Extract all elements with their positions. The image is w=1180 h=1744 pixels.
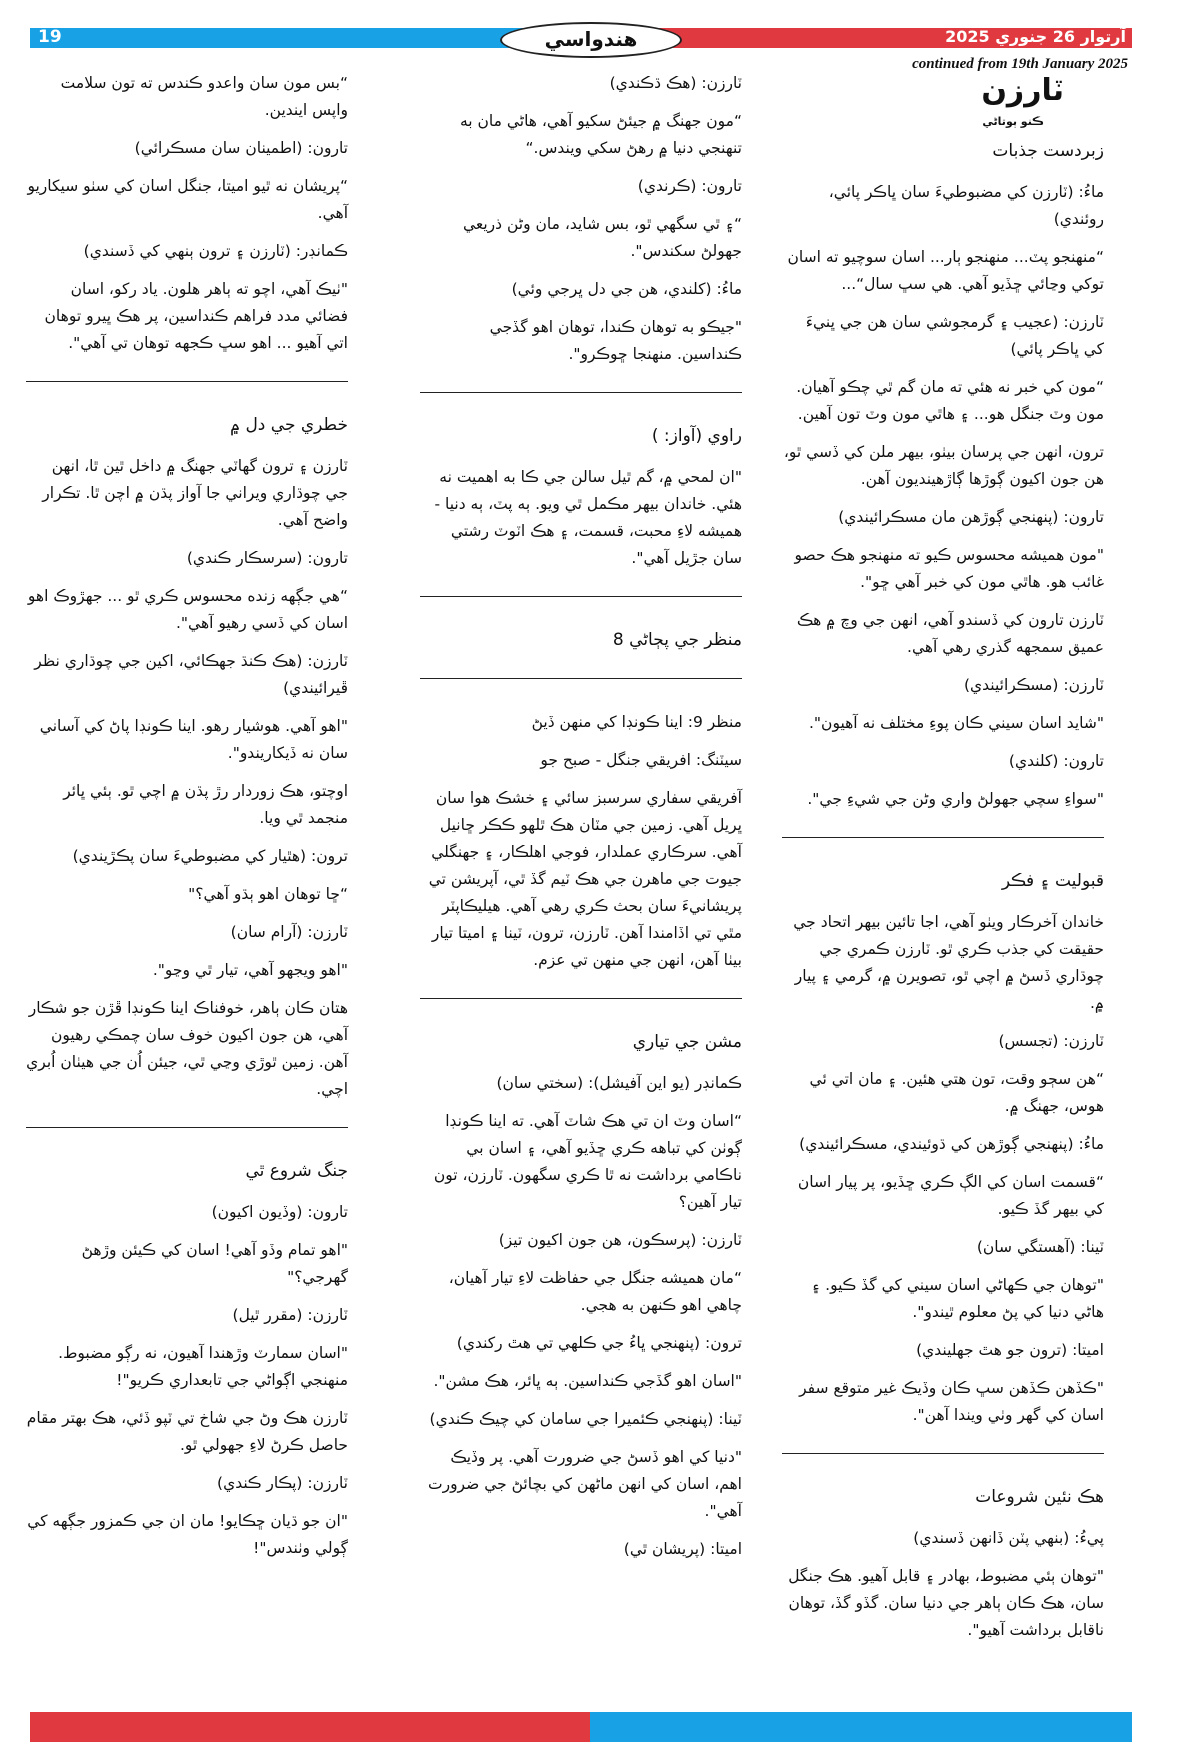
paragraph: ڪمانڊر: (ٽارزن ۽ ترون ٻنهي کي ڏسندي) [83,242,348,260]
article-byline: ڪنو ٻوتاڻي [982,115,1044,128]
paragraph: آفريقي سفاري سرسبز سائي ۽ خشڪ هوا سان ڀريل آهي. زمين جي مٽان هڪ ٿلهو ڪڪر ڇانيل آهي. سرڪاري عملدار، فوجي اهلڪار، ۽ جهنگلي جيوت جي ماهرن جي هڪ ٽيم گڏ ٿي، آپريشن تي پريشانيءَ سان بحث ڪري رهي آهي. هيليڪاپٽر مٿي تي اڏامندا آهن. ٽارزن، ترون، ٽينا ۽ اميتا تيار بيٺا آهن، انهن جي منهن تي عزم. [428,789,742,969]
paragraph: ٽارزن: (عجيب ۽ گرمجوشي سان هن جي ڀنيءَ کي ڀاڪر پائي) [805,313,1104,358]
paragraph: تارون: (پنهنجي ڳوڙهن مان مسڪرائيندي) [838,508,1104,526]
paragraph: “هن سڄو وقت، تون هتي هئين. ۽ مان اتي ئي هوس، جهنگ ۾. [809,1070,1104,1115]
paragraph: ٽارزن: (پرسڪون، هن جون اکيون تيز) [498,1231,742,1249]
paragraph: اميتا: (پريشان ٿي) [623,1540,742,1558]
paragraph: ماءُ: (کلندي، هن جي دل ڀرجي وئي) [511,280,742,298]
paragraph: ماءُ: (ٽارزن کي مضبوطيءَ سان ڀاڪر پائي، روئندي) [828,183,1104,228]
paragraph: "ٺيڪ آهي، اچو ته ٻاهر هلون. ياد رکو، اسان فضائي مدد فراهم ڪنداسين، پر هڪ ڀيرو توهان اتي آهيو ... اهو سڀ ڪجهه توهان تي آهي". [44,280,348,352]
paragraph: تارون: (سرسڪار ڪندي) [186,549,348,567]
paragraph: ٽارزن: (هڪ ڌڪندي) [609,74,742,92]
section-divider [420,392,742,393]
paragraph: "اسان سمارٽ وڙهندا آهيون، نه رڳو مضبوط. منهنجي اڳواڻي جي تابعداري ڪريو"! [58,1344,348,1389]
paragraph: “مان هميشه جنگل جي حفاظت لاءِ تيار آهيان، چاهي اهو ڪنهن به هجي. [448,1269,742,1314]
paragraph: "مون هميشه محسوس ڪيو ته منهنجو هڪ حصو غائب هو. هاٿي مون کي خبر آهي ڇو". [794,546,1104,591]
paragraph: “قسمت اسان کي الڳ ڪري ڇڏيو، پر پيار اسان کي بيهر گڏ ڪيو. [797,1173,1104,1218]
paragraph: خاندان آخرڪار ويٺو آهي، اجا تائين بيهر اتحاد جي حقيقت کي جذب ڪري ٿو. ٽارزن ڪمري جي چوڌاري ڏسڻ ۾ اچي ٿو، تصويرن ۾، گرمي ۽ پيار ۾. [793,913,1104,1012]
paragraph: ٽارزن هڪ وڻ جي شاخ تي ٽپو ڏئي، هڪ بهتر مقام حاصل ڪرڻ لاءِ جهولي ٿو. [26,1409,348,1454]
paragraph: ترون: (پنهنجي ڀاءُ جي ڪلهي تي هٿ رکندي) [456,1334,742,1352]
paragraph: "جيڪو به توهان ڪندا، توهان اهو گڏجي ڪنداسين. منهنجا ڇوڪرو". [489,318,742,363]
paragraph: ترون: (هٿيار کي مضبوطيءَ سان پڪڙيندي) [72,847,348,865]
column-right [782,70,1104,1655]
paragraph: ٽينا: (پنهنجي ڪئميرا جي سامان کي چيڪ ڪندي) [429,1410,742,1428]
paragraph: "اسان اهو گڏجي ڪنداسين. ٻه ڀائر، هڪ مشن". [433,1372,742,1390]
paragraph: سيٽنگ: افريقي جنگل - صبح جو [540,751,742,769]
paragraph: ڪمانڊر (يو اين آفيشل): (سختي سان) [496,1074,742,1092]
paragraph: پيءُ: (بنهي پٽن ڏانهن ڏسندي) [913,1529,1104,1547]
section-heading: زبردست جذبات [992,141,1104,161]
paragraph: “پريشان نه ٿيو اميتا، جنگل اسان کي سٺو سيکاريو آهي. [27,177,348,222]
paragraph: "دنيا کي اهو ڏسڻ جي ضرورت آهي. پر وڏيڪ اهم، اسان کي انهن ماڻهن کي بچائڻ جي ضرورت آهي". [428,1448,742,1520]
paragraph: "ڪڏهن ڪڏهن سڀ ڪان وڏيڪ غير متوقع سفر اسان کي گهر وٺي ويندا آهن". [799,1379,1104,1424]
section-divider [420,596,742,597]
paragraph: اوچتو، هڪ زوردار رڙ پڌن ۾ اچي ٿو. ٻئي ڀائر منجمد ٿي ويا. [63,782,348,827]
paragraph: ترون، انهن جي پرسان بيٺو، بيهر ملن کي ڏسي ٿو، هن جون اکيون ڳوڙها ڳاڙهينديون آهن. [783,443,1104,488]
paragraph: ماءُ: (پنهنجي ڳوڙهن کي ڌوئيندي، مسڪرائيندي) [799,1135,1104,1153]
paragraph: ٽارزن: (هڪ ڪنڌ جهڪائي، اکين جي چوڌاري نظر ڦيرائيندي) [34,652,348,697]
paragraph: “ڇا توهان اهو ٻڌو آهي؟" [188,885,348,903]
paragraph: ٽينا: (آهستگي سان) [976,1238,1104,1256]
article-title: ٽارزن [981,73,1064,108]
section-heading: هڪ نئين شروعات [975,1487,1104,1507]
paragraph: “مون جهنگ ۾ جيئڻ سکيو آهي، هاڻي مان به تنهنجي دنيا ۾ رهڻ سکي ويندس.“ [459,112,742,157]
paragraph: ٽارزن: (تجسس) [998,1032,1104,1050]
paragraph: "توهان جي ڪهاڻي اسان سيني کي گڏ ڪيو. ۽ هاڻي دنيا کي پڻ معلوم ٿيندو". [811,1276,1104,1321]
column-left [26,70,348,1573]
footer-bar-right [590,1712,1132,1742]
section-heading: منظر جي پڄاڻي 8 [612,630,742,650]
section-divider [26,1127,348,1128]
section-heading: راوي (آواز: ) [651,426,742,446]
section-heading: مشن جي تياري [632,1032,742,1052]
column-middle [420,70,742,1574]
paragraph: ٽارزن: (مسڪرائيندي) [963,676,1104,694]
section-divider [782,1453,1104,1454]
paragraph: ٽارزن تارون کي ڏسندو آهي، انهن جي وچ ۾ هڪ عميق سمجهه گذري رهي آهي. [796,611,1104,656]
section-divider [782,837,1104,838]
paragraph: "اهو آهي. هوشيار رهو. اينا ڪونڊا پاڻ کي آساني سان نه ڏيکاريندو". [39,717,348,762]
paragraph: ٽارزن ۽ ترون گهاٽي جهنگ ۾ داخل ٿين ٿا، انهن جي چوڌاري ويراني جا آواز پڌن ۾ اچن ٿا. تڪرار واضح آهي. [42,457,348,529]
continued-note: continued from 19th January 2025 [912,56,1128,72]
paragraph: “هي جڳهه زنده محسوس ڪري ٿو ... جهڙوڪ اهو اسان کي ڏسي رهيو آهي". [27,587,348,632]
paragraph: اميتا: (ترون جو هٿ جهليندي) [916,1341,1104,1359]
paragraph: تارون: (وڏيون اکيون) [211,1203,348,1221]
paragraph: “۽ ٿي سگهي ٿو، بس شايد، مان وڻن ذريعي جهولڻ سکندس". [462,215,742,260]
paragraph: “مون کي خبر نه هئي ته مان گم ٿي چڪو آهيان. مون وٽ جنگل هو... ۽ هاٿي مون وٽ تون آهين. [796,378,1104,423]
paragraph: تارون: (ڪرندي) [637,177,742,195]
paragraph: "سواءِ سچي جهولڻ واري وڻن جي شيءِ جي". [807,790,1104,808]
paragraph: هتان ڪان ٻاهر، خوفناڪ اينا ڪونڊا ڦڙن جو شڪار آهي، هن جون اکيون خوف سان چمڪي رهيون آهن. زمين ٿوڙي وڃي ٿي، جيئن اُن جي هيٺان اُبري اچي. [26,999,348,1098]
paragraph: "توهان ٻئي مضبوط، بهادر ۽ قابل آهيو. هڪ جنگل سان، هڪ ڪان ٻاهر جي دنيا سان. گڏو گڏ، توهان ناقابل برداشت آهيو". [788,1567,1104,1639]
paragraph: ٽارزن: (مقرر ٿيل) [232,1306,348,1324]
masthead-logo: هندواسي [500,22,682,58]
paragraph: “منهنجو پٽ... منهنجو ٻار... اسان سوچيو ته اسان توکي وڃائي ڇڏيو آهي. هي سڀ سال“... [787,248,1104,293]
paragraph: "ان لمحي ۾، گم ٿيل سالن جي ڪا به اهميت نه هئي. خاندان بيهر مڪمل ٿي ويو. ٻه پٽ، ٻه دنيا - هميشه لاءِ محبت، قسمت، ۽ هڪ اٽوٽ رشتي سان جڙيل آهي". [434,468,742,567]
section-heading: خطري جي دل ۾ [230,415,348,435]
issue-date: آرتوار 26 جنوري 2025 [945,27,1126,46]
section-divider [420,998,742,999]
paragraph: "شايد اسان سيني ڪان پوءِ مختلف نه آهيون". [809,714,1104,732]
paragraph: “اسان وٽ ان تي هڪ شاٽ آهي. ته اينا ڪونڊا ڳوٺن کي تباهه ڪري ڇڏيو آهي، ۽ اسان بي ناڪامي برداشت نه ٿا ڪري سگهون. ٽارزن، تون تيار آهين؟ [433,1112,742,1211]
paragraph: "اهو ويجهو آهي، تيار ٿي وڃو". [152,961,348,979]
paragraph: “بس مون سان واعدو ڪندس ته تون سلامت واپس ايندين. [60,74,348,119]
paragraph: تارون: (کلندي) [1008,752,1104,770]
page-number: 19 [38,27,62,47]
section-heading: جنگ شروع ٿي [245,1161,348,1181]
footer-bar-left [30,1712,590,1742]
paragraph: "ان جو ڌيان ڇڪايو! مان ان جي ڪمزور جڳهه کي ڳولي وٺندس"! [27,1512,348,1557]
paragraph: تارون: (اطمينان سان مسڪرائي) [134,139,348,157]
paragraph: ٽارزن: (آرام سان) [230,923,348,941]
paragraph: "اهو تمام وڏو آهي! اسان کي ڪيئن وڙهڻ گهرجي؟" [81,1241,348,1286]
section-heading: قبوليت ۽ فڪر [1001,871,1104,891]
section-divider [26,381,348,382]
section-divider [420,678,742,679]
paragraph: منظر 9: اينا ڪونڊا کي منهن ڏيڻ [531,713,742,731]
paragraph: ٽارزن: (پڪار ڪندي) [217,1474,348,1492]
